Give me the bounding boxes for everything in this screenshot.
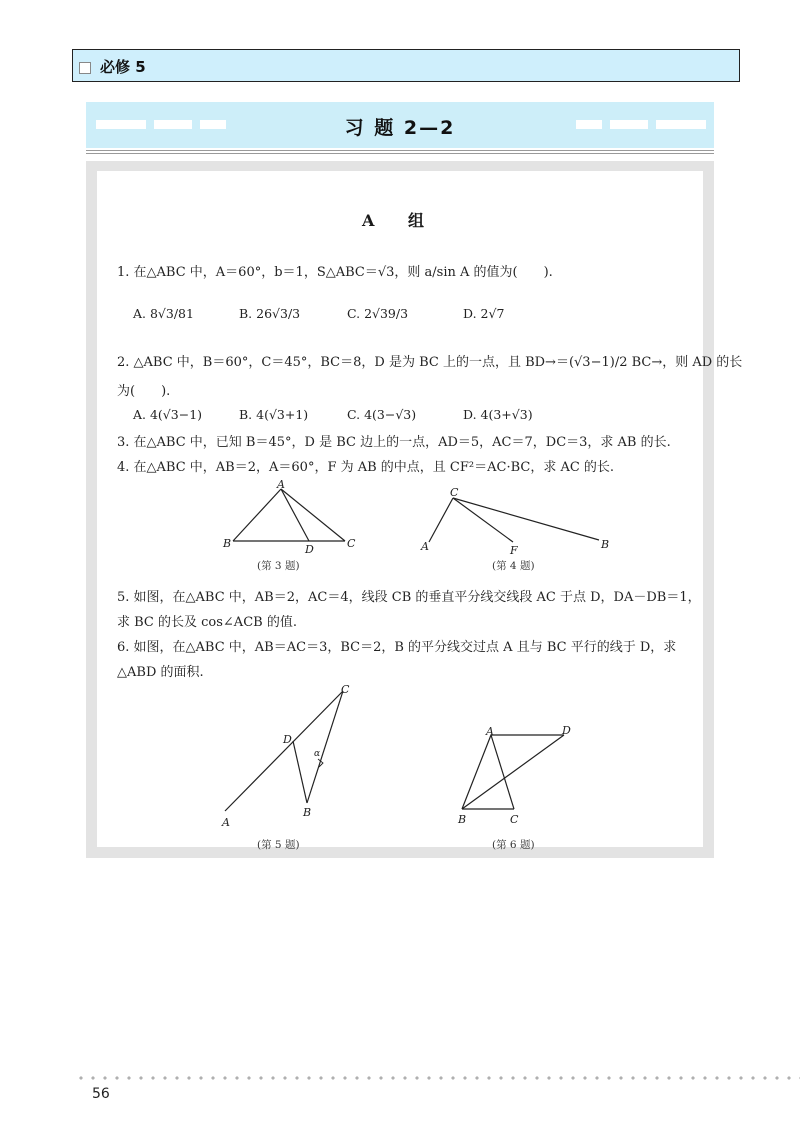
figure-6-label-d: D xyxy=(562,724,571,737)
problem-2-option-c: C. 4(3−√3) xyxy=(347,407,417,422)
banner-rule xyxy=(86,153,714,154)
problem-5-line-2: 求 BC 的长及 cos∠ACB 的值. xyxy=(117,615,297,630)
problem-2-option-b: B. 4(√3+1) xyxy=(239,407,309,422)
figure-3-label-a: A xyxy=(277,478,285,491)
figure-6-label-c: C xyxy=(510,813,519,826)
figure-4-label-b: B xyxy=(601,538,610,551)
problem-6-line-1: 6. 如图，在△ABC 中，AB＝AC＝3，BC＝2，B 的平分线交过点 A 且与 BC 平行的线于 D，求 xyxy=(117,640,677,655)
problem-1-option-a: A. 8√3/81 xyxy=(133,306,194,321)
figure-5-label-b: B xyxy=(303,806,312,819)
problem-6-line-2: △ABD 的面积. xyxy=(117,665,204,680)
problem-2-line-2: 为( ). xyxy=(117,384,171,399)
problem-2-line-1: 2. △ABC 中，B＝60°，C＝45°，BC＝8，D 是为 BC 上的一点，且 BD→＝(√3−1)/2 BC→，则 AD 的长 xyxy=(117,355,743,370)
banner-bar-decoration xyxy=(610,120,648,129)
book-label: 必修 5 xyxy=(100,58,146,76)
book-header xyxy=(72,49,740,82)
figure-3-label-c: C xyxy=(347,537,356,550)
problem-1-option-b: B. 26√3/3 xyxy=(239,306,301,321)
figure-3-caption: (第 3 题) xyxy=(257,560,300,572)
figure-6 xyxy=(452,721,587,826)
problem-5-line-1: 5. 如图，在△ABC 中，AB＝2，AC＝4，线段 CB 的垂直平分线交线段 AC 于点 D，DA－DB＝1， xyxy=(117,590,701,605)
figure-3-label-b: B xyxy=(223,537,232,550)
figure-3 xyxy=(217,478,367,556)
figure-5-caption: (第 5 题) xyxy=(257,839,300,851)
section-title: 习 题 2—2 xyxy=(344,117,456,139)
figure-5 xyxy=(217,683,367,828)
problem-4: 4. 在△ABC 中，AB＝2，A＝60°，F 为 AB 的中点，且 CF²＝AC·BC，求 AC 的长. xyxy=(117,460,615,475)
problem-1-option-c: C. 2√39/3 xyxy=(347,306,409,321)
figure-5-label-d: D xyxy=(283,733,292,746)
figure-5-label-a: A xyxy=(222,816,230,829)
figure-6-caption: (第 6 题) xyxy=(492,839,535,851)
figure-4-label-a: A xyxy=(421,540,429,553)
banner-bar-decoration xyxy=(576,120,602,129)
page-number: 56 xyxy=(92,1086,110,1102)
figure-4-label-c: C xyxy=(450,486,459,499)
figure-6-label-b: B xyxy=(458,813,467,826)
group-title: A 组 xyxy=(362,211,438,230)
exercise-card-body xyxy=(97,171,743,851)
figure-3-label-d: D xyxy=(305,543,314,556)
section-banner xyxy=(86,102,714,148)
figure-6-label-a: A xyxy=(486,725,494,738)
figure-5-label-alpha: α xyxy=(314,749,321,759)
exercise-card xyxy=(86,161,743,858)
figure-4-caption: (第 4 题) xyxy=(492,560,535,572)
banner-rule xyxy=(86,150,714,151)
problem-2-option-d: D. 4(3+√3) xyxy=(463,407,533,422)
banner-bar-decoration xyxy=(656,120,706,129)
figure-5-label-c: C xyxy=(341,683,350,696)
header-square-icon xyxy=(79,62,91,74)
problem-2-option-a: A. 4(√3−1) xyxy=(133,407,203,422)
problem-1: 1. 在△ABC 中，A＝60°，b＝1，S△ABC＝√3，则 a/sin A 的值为( ). xyxy=(117,265,553,280)
figure-4 xyxy=(417,486,617,557)
footer-dotted-rule xyxy=(75,1076,800,1080)
figure-4-label-f: F xyxy=(510,544,518,557)
problem-1-option-d: D. 2√7 xyxy=(463,306,505,321)
problem-3: 3. 在△ABC 中，已知 B＝45°，D 是 BC 边上的一点，AD＝5，AC＝7，DC＝3，求 AB 的长. xyxy=(117,435,671,450)
